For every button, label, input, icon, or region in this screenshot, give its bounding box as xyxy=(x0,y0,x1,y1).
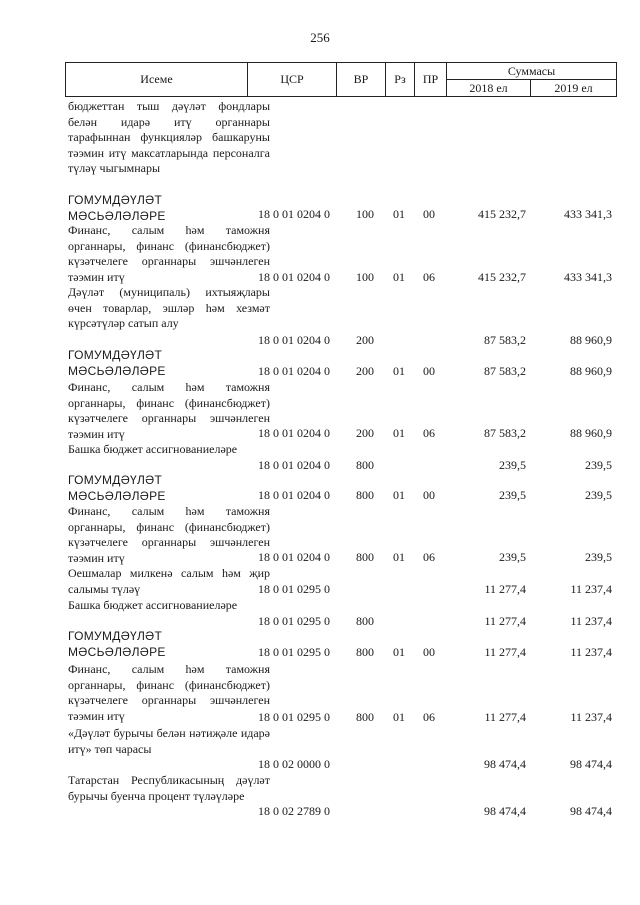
row-name: «Дәүләт бурычы белән нәтиҗәле идарә итү» төп чарасы xyxy=(68,726,270,756)
row-csr: 18 0 01 0295 0 xyxy=(258,614,330,628)
row-name: Дәүләт (муниципаль) ихтыяҗлары өчен товарлар, эшләр һәм хезмәт күрсәтүләр сатып алу xyxy=(68,285,270,330)
row-sum-2019: 11 237,4 xyxy=(570,710,612,724)
row-csr: 18 0 01 0204 0 xyxy=(258,333,330,347)
row-sum-2019: 98 474,4 xyxy=(570,757,612,771)
row-csr: 18 0 02 2789 0 xyxy=(258,804,330,818)
row-sum-2018: 239,5 xyxy=(499,488,526,502)
row-sum-2019: 239,5 xyxy=(585,488,612,502)
header-2018: 2018 ел xyxy=(469,81,508,95)
row-rz: 01 xyxy=(393,270,405,284)
row-rz: 01 xyxy=(393,710,405,724)
row-vr: 100 xyxy=(356,270,374,284)
row-name: ГОМУМДӘҮЛӘТ МӘСЬӘЛӘЛӘРЕ xyxy=(68,473,166,503)
row-sum-2018: 415 232,7 xyxy=(478,207,526,221)
row-sum-2019: 88 960,9 xyxy=(570,364,612,378)
row-sum-2019: 98 474,4 xyxy=(570,804,612,818)
row-sum-2018: 11 277,4 xyxy=(484,582,526,596)
row-sum-2019: 11 237,4 xyxy=(570,582,612,596)
row-pr: 00 xyxy=(423,645,435,659)
row-vr: 800 xyxy=(356,645,374,659)
row-csr: 18 0 01 0204 0 xyxy=(258,550,330,564)
row-sum-2019: 88 960,9 xyxy=(570,333,612,347)
row-name: Финанс, салым һәм таможня органнары, финанс (финансбюджет) күзәтчелеге органнары эшчәнлеген тәэмин итү xyxy=(68,504,270,565)
row-sum-2018: 11 277,4 xyxy=(484,614,526,628)
row-pr: 00 xyxy=(423,488,435,502)
row-pr: 00 xyxy=(423,207,435,221)
header-vr: ВР xyxy=(353,72,369,86)
row-vr: 200 xyxy=(356,426,374,440)
row-pr: 06 xyxy=(423,426,435,440)
row-csr: 18 0 01 0295 0 xyxy=(258,582,330,596)
row-sum-2018: 415 232,7 xyxy=(478,270,526,284)
row-vr: 800 xyxy=(356,458,374,472)
row-sum-2019: 433 341,3 xyxy=(564,207,612,221)
header-csr: ЦСР xyxy=(280,72,304,86)
row-csr: 18 0 01 0204 0 xyxy=(258,458,330,472)
row-sum-2019: 433 341,3 xyxy=(564,270,612,284)
row-rz: 01 xyxy=(393,488,405,502)
row-pr: 00 xyxy=(423,364,435,378)
row-vr: 200 xyxy=(356,333,374,347)
page-number: 256 xyxy=(310,30,330,45)
row-csr: 18 0 01 0204 0 xyxy=(258,270,330,284)
row-rz: 01 xyxy=(393,426,405,440)
header-2019: 2019 ел xyxy=(554,81,593,95)
row-sum-2018: 87 583,2 xyxy=(484,426,526,440)
row-name: ГОМУМДӘҮЛӘТ МӘСЬӘЛӘЛӘРЕ xyxy=(68,629,166,659)
row-vr: 200 xyxy=(356,364,374,378)
row-vr: 800 xyxy=(356,488,374,502)
row-csr: 18 0 01 0204 0 xyxy=(258,207,330,221)
row-pr: 06 xyxy=(423,550,435,564)
row-name: Финанс, салым һәм таможня органнары, финанс (финансбюджет) күзәтчелеге органнары эшчәнлеген тәэмин итү xyxy=(68,223,270,284)
row-name: Башка бюджет ассигнованиеләре xyxy=(68,442,238,456)
row-name: Башка бюджет ассигнованиеләре xyxy=(68,598,238,612)
row-vr: 800 xyxy=(356,550,374,564)
row-name: Татарстан Республикасының дәүләт бурычы буенча процент түләүләре xyxy=(68,773,270,803)
row-sum-2019: 11 237,4 xyxy=(570,614,612,628)
row-pr: 06 xyxy=(423,710,435,724)
row-sum-2019: 88 960,9 xyxy=(570,426,612,440)
row-csr: 18 0 01 0295 0 xyxy=(258,645,330,659)
row-sum-2019: 239,5 xyxy=(585,458,612,472)
row-rz: 01 xyxy=(393,207,405,221)
row-csr: 18 0 01 0204 0 xyxy=(258,488,330,502)
row-vr: 800 xyxy=(356,710,374,724)
row-sum-2019: 239,5 xyxy=(585,550,612,564)
row-sum-2018: 11 277,4 xyxy=(484,645,526,659)
row-sum-2018: 98 474,4 xyxy=(484,757,526,771)
row-csr: 18 0 01 0204 0 xyxy=(258,364,330,378)
row-sum-2018: 11 277,4 xyxy=(484,710,526,724)
row-name: Финанс, салым һәм таможня органнары, финанс (финансбюджет) күзәтчелеге органнары эшчәнлеген тәэмин итү xyxy=(68,380,270,441)
row-vr: 100 xyxy=(356,207,374,221)
row-rz: 01 xyxy=(393,364,405,378)
row-sum-2018: 87 583,2 xyxy=(484,333,526,347)
row-name: Финанс, салым һәм таможня органнары, финанс (финансбюджет) күзәтчелеге органнары эшчәнлеген тәэмин итү xyxy=(68,662,270,723)
row-rz: 01 xyxy=(393,645,405,659)
row-name: бюджеттан тыш дәүләт фондлары белән идарә итү органнары тарафыннан функцияләр башкаруны тәэмин итү максатларында персоналга түләү чыгымнары xyxy=(68,99,270,175)
row-name: ГОМУМДӘҮЛӘТ МӘСЬӘЛӘЛӘРЕ xyxy=(68,193,166,223)
row-vr: 800 xyxy=(356,614,374,628)
row-name: Оешмалар милкенә салым һәм җир салымы түләү xyxy=(68,566,270,596)
row-rz: 01 xyxy=(393,550,405,564)
row-name: ГОМУМДӘҮЛӘТ МӘСЬӘЛӘЛӘРЕ xyxy=(68,348,166,378)
row-sum-2018: 239,5 xyxy=(499,458,526,472)
header-pr: ПР xyxy=(422,72,439,86)
row-sum-2018: 87 583,2 xyxy=(484,364,526,378)
row-pr: 06 xyxy=(423,270,435,284)
row-sum-2019: 11 237,4 xyxy=(570,645,612,659)
row-csr: 18 0 01 0295 0 xyxy=(258,710,330,724)
row-sum-2018: 98 474,4 xyxy=(484,804,526,818)
header-sums: Суммасы xyxy=(507,64,556,78)
row-csr: 18 0 02 0000 0 xyxy=(258,757,330,771)
header-name: Исеме xyxy=(140,72,173,86)
row-csr: 18 0 01 0204 0 xyxy=(258,426,330,440)
header-rz: Рз xyxy=(394,72,406,86)
row-sum-2018: 239,5 xyxy=(499,550,526,564)
